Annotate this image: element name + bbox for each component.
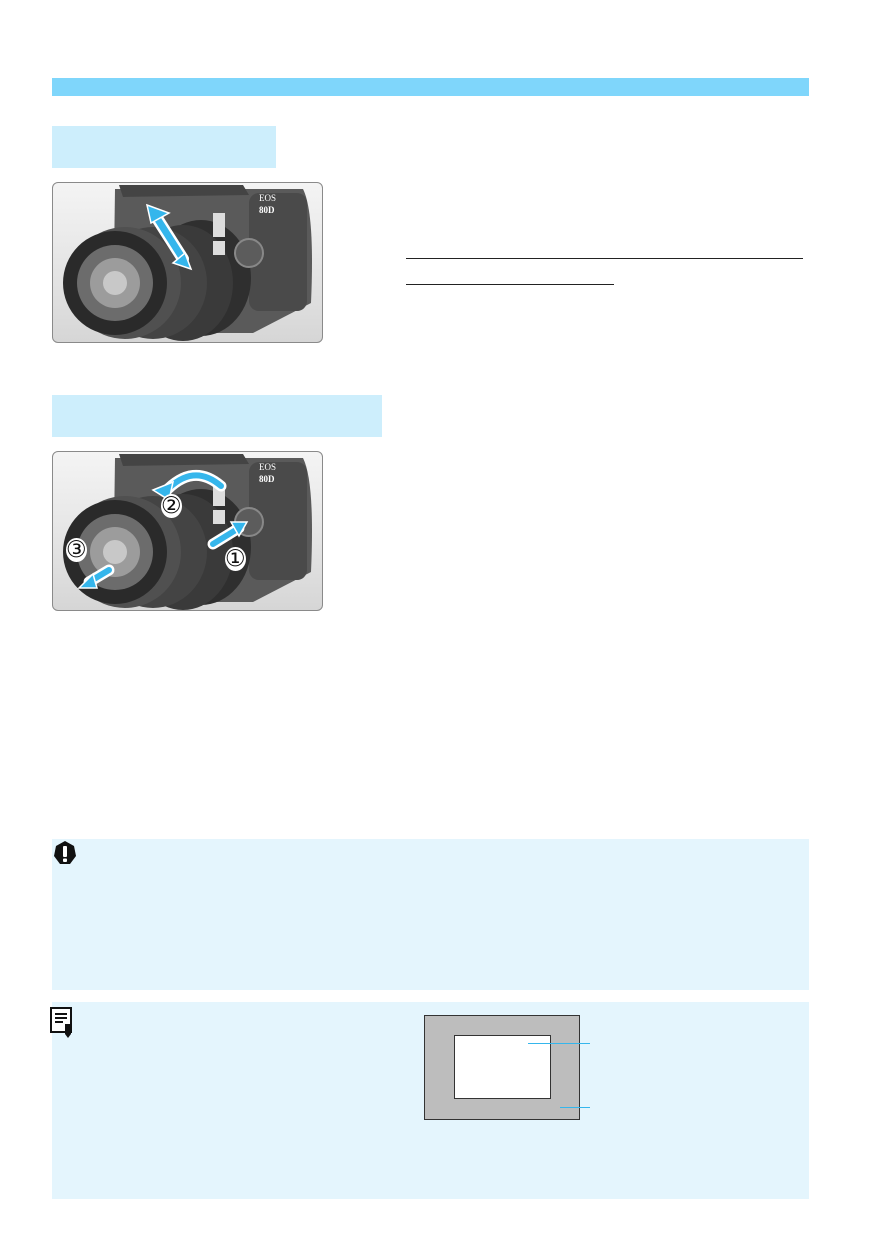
memo-icon bbox=[49, 1006, 79, 1040]
underlined-text-line-1 bbox=[406, 258, 803, 259]
section-header-bar bbox=[52, 78, 809, 96]
underlined-text-line-2 bbox=[406, 284, 614, 285]
caution-icon bbox=[52, 839, 78, 867]
camera-model-label-top: EOS bbox=[259, 462, 277, 472]
lens-detach-photo bbox=[52, 451, 323, 611]
step-3-marker: ③ bbox=[66, 537, 87, 563]
camera-model-label-bottom: 80D bbox=[259, 205, 275, 215]
caution-panel bbox=[52, 839, 809, 990]
detaching-heading-box bbox=[52, 395, 382, 437]
camera-model-label-bottom: 80D bbox=[259, 474, 275, 484]
step-1-marker: ① bbox=[225, 546, 246, 572]
zooming-heading-box bbox=[52, 126, 276, 168]
inner-area-leader-line bbox=[528, 1043, 590, 1044]
camera-model-label-top: EOS bbox=[259, 193, 277, 203]
outer-area-leader-line bbox=[560, 1107, 590, 1108]
step-2-marker: ② bbox=[161, 493, 182, 519]
frame-coverage-inner-area bbox=[454, 1035, 551, 1099]
zoom-ring-photo bbox=[52, 182, 323, 343]
